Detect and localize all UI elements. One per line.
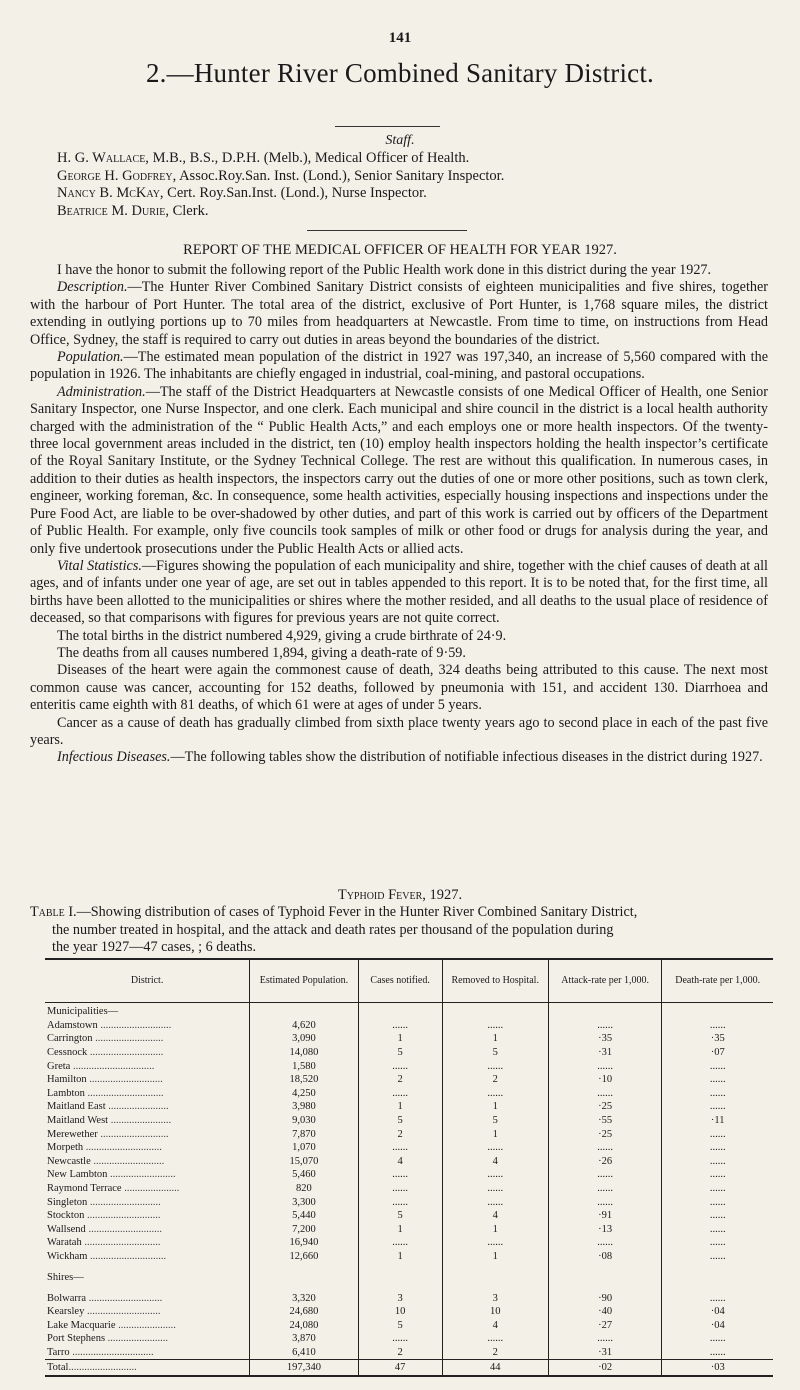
report-paragraph	[30, 349, 768, 384]
cell-death-rate: ·11	[662, 1114, 773, 1128]
empty-cell	[662, 1263, 773, 1291]
page-title: 2.—Hunter River Combined Sanitary District.	[145, 58, 655, 88]
cell-population: 820	[250, 1182, 358, 1196]
group-label: Municipalities—	[47, 1006, 119, 1018]
cell-attack-rate: ·35	[548, 1032, 662, 1046]
leader-dots: .........................	[107, 1169, 176, 1181]
cell-attack-rate: ·31	[548, 1046, 662, 1060]
cell-population: 1,070	[250, 1141, 358, 1155]
table-row	[45, 1100, 773, 1114]
cell-district	[45, 1141, 250, 1155]
cell-death-rate: ·07	[662, 1046, 773, 1060]
cell-death-rate: ......	[662, 1100, 773, 1114]
table-row	[45, 1305, 773, 1319]
typhoid-table	[45, 958, 773, 1377]
staff-name: H. G. Wallace,	[57, 150, 149, 166]
report-paragraph	[30, 384, 768, 558]
cell-cases: 2	[358, 1346, 442, 1360]
cell-cases: ......	[358, 1195, 442, 1209]
district-name: Greta	[47, 1060, 71, 1072]
district-name: Morpeth	[47, 1142, 84, 1154]
empty-cell	[662, 1003, 773, 1019]
cell-cases: 1	[358, 1250, 442, 1264]
cell-attack-rate: ......	[548, 1195, 662, 1209]
paragraph-lead: Administration.	[57, 383, 146, 400]
table-row	[45, 1332, 773, 1346]
cell-population: 14,080	[250, 1046, 358, 1060]
cell-population: 3,980	[250, 1100, 358, 1114]
cell-district	[45, 1250, 250, 1264]
cell-hospital: 4	[442, 1209, 548, 1223]
cell-death-rate: ·35	[662, 1032, 773, 1046]
cell-attack-rate: ......	[548, 1087, 662, 1101]
cell-hospital: 1	[442, 1100, 548, 1114]
paragraph-text: I have the honor to submit the following report of the Public Health work done in this district during the year 1927.	[57, 262, 712, 278]
table-row	[45, 1059, 773, 1073]
cell-death-rate: ......	[662, 1087, 773, 1101]
cell-district	[45, 1046, 250, 1060]
cell-hospital: ......	[442, 1059, 548, 1073]
cell-hospital: ......	[442, 1141, 548, 1155]
paragraph-lead: Vital Statistics.	[57, 557, 142, 574]
district-name: Hamilton	[47, 1074, 87, 1086]
district-name: Wickham	[47, 1250, 88, 1262]
cell-cases: ......	[358, 1087, 442, 1101]
cell-population: 18,520	[250, 1073, 358, 1087]
page-number: 141	[388, 30, 412, 46]
cell-population: 16,940	[250, 1236, 358, 1250]
report-paragraph	[30, 628, 768, 645]
table-body	[45, 1003, 773, 1377]
district-name: Waratah	[47, 1237, 82, 1249]
leader-dots: ...........................	[97, 1019, 172, 1031]
district-name: Maitland East	[47, 1101, 106, 1113]
cell-death-rate: ......	[662, 1141, 773, 1155]
cell-attack-rate: ·27	[548, 1318, 662, 1332]
cell-district	[45, 1087, 250, 1101]
leader-dots: .......................	[105, 1101, 169, 1113]
district-name: Merewether	[47, 1128, 98, 1140]
cell-death-rate: ......	[662, 1291, 773, 1305]
table-header-row	[45, 959, 773, 1003]
table-row	[45, 1141, 773, 1155]
cell-attack-rate: ......	[548, 1059, 662, 1073]
table-row	[45, 1087, 773, 1101]
district-name: Bolwarra	[47, 1292, 87, 1304]
cell-district	[45, 1195, 250, 1209]
paragraph-text: Cancer as a cause of death has gradually climbed from sixth place twenty years ago to second place in each of the past five years.	[30, 714, 768, 748]
table-row	[45, 1209, 773, 1223]
cell-hospital: ......	[442, 1019, 548, 1033]
leader-dots: ............................	[86, 1074, 163, 1086]
table-row	[45, 1318, 773, 1332]
cell-population: 9,030	[250, 1114, 358, 1128]
cell-cases: ......	[358, 1182, 442, 1196]
cell-district	[45, 1100, 250, 1114]
cell-hospital: 5	[442, 1046, 548, 1060]
cell-population: 3,090	[250, 1032, 358, 1046]
report-paragraph	[30, 279, 768, 349]
cell-district	[45, 1127, 250, 1141]
cell-death-rate: ......	[662, 1182, 773, 1196]
table-row	[45, 1182, 773, 1196]
cell-hospital: ......	[442, 1195, 548, 1209]
cell-death-rate: ......	[662, 1155, 773, 1169]
cell-population: 24,080	[250, 1318, 358, 1332]
cell-hospital: ......	[442, 1332, 548, 1346]
cell-hospital: 1	[442, 1250, 548, 1264]
divider	[335, 126, 440, 127]
district-name: Singleton	[47, 1196, 88, 1208]
cell-population: 1,580	[250, 1059, 358, 1073]
cell-attack-rate: ......	[548, 1019, 662, 1033]
cell-death-rate: ......	[662, 1127, 773, 1141]
cell-death-rate: ......	[662, 1236, 773, 1250]
report-paragraph	[30, 749, 768, 766]
table-label: Table I.	[30, 904, 77, 920]
leader-dots: .............................	[87, 1250, 167, 1262]
cell-population: 5,460	[250, 1168, 358, 1182]
table-row	[45, 1073, 773, 1087]
leader-dots: ............................	[84, 1210, 161, 1222]
report-heading: REPORT OF THE MEDICAL OFFICER OF HEALTH FOR YEAR 1927.	[183, 242, 617, 258]
table-caption-line: the number treated in hospital, and the attack and death rates per thousand of the population during	[52, 921, 614, 938]
leader-dots: ..........................	[68, 1362, 137, 1374]
cell-population: 3,320	[250, 1291, 358, 1305]
cell-population: 4,620	[250, 1019, 358, 1033]
empty-cell	[442, 1003, 548, 1019]
leader-dots: .......................	[105, 1333, 169, 1345]
cell-cases: 47	[358, 1360, 442, 1377]
paragraph-text: —Figures showing the population of each municipality and shire, together with the chief causes of death at all ages, and of infants under one year of age, are set out in tables appended to this report. It is to be noted that, for the first time, all births have been allotted to the municipalities or shires where the mother resided, and all deaths to the usual place of residence of deceased, so that comparisons with figures for previous years are not quite correct.	[30, 557, 768, 627]
leader-dots: ..........................	[97, 1128, 169, 1140]
report-paragraph	[30, 645, 768, 662]
table-row	[45, 1168, 773, 1182]
district-name: Wallsend	[47, 1223, 86, 1235]
empty-cell	[442, 1263, 548, 1291]
district-name: Total	[47, 1362, 69, 1374]
cell-cases: 5	[358, 1046, 442, 1060]
staff-heading: Staff.	[385, 133, 415, 148]
cell-population: 24,680	[250, 1305, 358, 1319]
district-name: Newcastle	[47, 1155, 91, 1167]
group-label: Shires—	[47, 1271, 84, 1283]
cell-population: 197,340	[250, 1360, 358, 1377]
cell-district	[45, 1223, 250, 1237]
cell-death-rate: ......	[662, 1073, 773, 1087]
leader-dots: ............................	[86, 1292, 163, 1304]
district-name: Stockton	[47, 1210, 85, 1222]
staff-member	[57, 185, 777, 203]
leader-dots: .....................	[121, 1183, 180, 1195]
cell-hospital: 10	[442, 1305, 548, 1319]
cell-death-rate: ......	[662, 1223, 773, 1237]
cell-attack-rate: ......	[548, 1168, 662, 1182]
table-row	[45, 1195, 773, 1209]
cell-district	[45, 1019, 250, 1033]
staff-detail: M.B., B.S., D.P.H. (Melb.), Medical Officer of Health.	[148, 150, 470, 166]
table-caption	[30, 904, 775, 957]
cell-cases: 2	[358, 1127, 442, 1141]
cell-hospital: 1	[442, 1127, 548, 1141]
cell-cases: ......	[358, 1168, 442, 1182]
table-caption-line: —Showing distribution of cases of Typhoid Fever in the Hunter River Combined Sanitary District,	[76, 904, 638, 920]
report-paragraph	[30, 558, 768, 628]
leader-dots: .............................	[84, 1087, 164, 1099]
staff-member	[57, 203, 777, 221]
cell-death-rate: ......	[662, 1195, 773, 1209]
district-name: Carrington	[47, 1033, 93, 1045]
empty-cell	[250, 1003, 358, 1019]
leader-dots: ............................	[87, 1047, 164, 1059]
cell-hospital: ......	[442, 1182, 548, 1196]
paragraph-text: —The Hunter River Combined Sanitary District consists of eighteen municipalities and five shires, together with the harbour of Port Hunter. The total area of the district, exclusive of Port Hunter, is 1,768 square miles, the district extending in outlying portions up to 70 miles from headquarters at Newcastle. From time to time, on instructions from Head Office, Sydney, the staff is required to carry out duties in areas beyond the boundaries of the district.	[30, 279, 768, 348]
cell-district	[45, 1318, 250, 1332]
paragraph-text: The deaths from all causes numbered 1,894, giving a death-rate of 9·59.	[57, 644, 466, 661]
district-name: Lambton	[47, 1087, 85, 1099]
col-header-attack-rate: Attack-rate per 1,000.	[548, 959, 662, 1003]
cell-hospital: 2	[442, 1073, 548, 1087]
cell-attack-rate: ·91	[548, 1209, 662, 1223]
cell-death-rate: ......	[662, 1059, 773, 1073]
paragraph-lead: Infectious Diseases.	[57, 749, 171, 766]
empty-cell	[548, 1263, 662, 1291]
cell-cases: 4	[358, 1155, 442, 1169]
cell-district	[45, 1182, 250, 1196]
cell-cases: ......	[358, 1332, 442, 1346]
cell-population: 15,070	[250, 1155, 358, 1169]
cell-population: 6,410	[250, 1346, 358, 1360]
leader-dots: ...........................	[90, 1155, 165, 1167]
cell-cases: 1	[358, 1100, 442, 1114]
paragraph-text: The total births in the district numbered 4,929, giving a crude birthrate of 24·9.	[57, 627, 507, 644]
staff-name: Nancy B. McKay,	[57, 185, 164, 201]
group-row	[45, 1263, 773, 1291]
cell-attack-rate: ·25	[548, 1127, 662, 1141]
paragraph-lead: Description.	[57, 279, 128, 296]
cell-population: 5,440	[250, 1209, 358, 1223]
col-header-hospital: Removed to Hospital.	[442, 959, 548, 1003]
cell-cases: ......	[358, 1141, 442, 1155]
cell-cases: ......	[358, 1236, 442, 1250]
cell-district	[45, 1291, 250, 1305]
col-header-death-rate: Death-rate per 1,000.	[662, 959, 773, 1003]
cell-district	[45, 1236, 250, 1250]
staff-list	[57, 150, 777, 220]
cell-cases: 5	[358, 1209, 442, 1223]
cell-hospital: 1	[442, 1032, 548, 1046]
cell-hospital: 1	[442, 1223, 548, 1237]
cell-death-rate: ......	[662, 1346, 773, 1360]
district-name: Maitland West	[47, 1115, 109, 1127]
district-name: Tarro	[47, 1346, 70, 1358]
leader-dots: .......................	[108, 1115, 172, 1127]
staff-detail: Clerk.	[168, 202, 209, 219]
cell-population: 12,660	[250, 1250, 358, 1264]
report-paragraph	[30, 662, 768, 714]
paragraph-text: —The estimated mean population of the district in 1927 was 197,340, an increase of 5,560 compared with the population in 1926. The inhabitants are chiefly engaged in industrial, coal-mining, and pastoral occupations.	[30, 349, 768, 383]
cell-cases: ......	[358, 1059, 442, 1073]
cell-population: 3,300	[250, 1195, 358, 1209]
paragraph-lead: Population.	[57, 349, 124, 366]
cell-district	[45, 1114, 250, 1128]
table-caption-line: the year 1927—47 cases, ; 6 deaths.	[52, 939, 257, 955]
table-row	[45, 1250, 773, 1264]
cell-district	[45, 1073, 250, 1087]
cell-population: 7,870	[250, 1127, 358, 1141]
cell-district	[45, 1155, 250, 1169]
cell-cases: 2	[358, 1073, 442, 1087]
cell-district	[45, 1346, 250, 1360]
leader-dots: ...............................	[69, 1346, 154, 1358]
table-row	[45, 1236, 773, 1250]
cell-attack-rate: ·26	[548, 1155, 662, 1169]
table-row	[45, 1127, 773, 1141]
district-name: New Lambton	[47, 1169, 108, 1181]
cell-population: 3,870	[250, 1332, 358, 1346]
cell-district	[45, 1305, 250, 1319]
cell-cases: 5	[358, 1318, 442, 1332]
paragraph-text: —The staff of the District Headquarters at Newcastle consists of one Medical Officer of Health, one Senior Sanitary Inspector, one Nurse Inspector, and one clerk. Each municipal and shire council in the district is a local health authority charged with the administration of the “ Public Health Acts,” and each employs one or more health inspectors. Of the twenty-three local government areas included in the district, ten (10) employ health inspectors holding the health inspector’s certificate of the Royal Sanitary Institute, or the Sydney Technical College. The rest are without this qualification. In numerous cases, in addition to their duties as health inspectors, the inspectors carry out the duties of one or more other positions, such as town clerk, engineer, working foreman, &c. In consequence, some health activities, especially housing inspections and inspections under the Pure Food Act, are liable to be over-shadowed by other duties, and part of this work is carried out by officers of the Department of Public Health. For example, only five councils took samples of milk or other food or drugs for analysis during the year, and only five undertook prosecutions under the Public Health Acts or allied acts.	[30, 383, 768, 557]
cell-attack-rate: ......	[548, 1236, 662, 1250]
district-name: Lake Macquarie	[47, 1319, 116, 1331]
table-row	[45, 1032, 773, 1046]
district-name: Port Stephens	[47, 1333, 106, 1345]
cell-district	[45, 1360, 250, 1377]
district-name: Kearsley	[47, 1306, 85, 1318]
leader-dots: .............................	[83, 1142, 162, 1154]
cell-hospital: 3	[442, 1291, 548, 1305]
district-name: Adamstown	[47, 1019, 98, 1031]
cell-attack-rate: ·10	[548, 1073, 662, 1087]
cell-attack-rate: ·55	[548, 1114, 662, 1128]
cell-attack-rate: ·31	[548, 1346, 662, 1360]
table-row	[45, 1346, 773, 1360]
cell-hospital: ......	[442, 1087, 548, 1101]
empty-cell	[250, 1263, 358, 1291]
cell-cases: ......	[358, 1019, 442, 1033]
leader-dots: ...............................	[70, 1060, 155, 1072]
staff-name: Beatrice M. Durie,	[57, 202, 169, 219]
table-row	[45, 1291, 773, 1305]
table-row	[45, 1223, 773, 1237]
cell-attack-rate: ·13	[548, 1223, 662, 1237]
total-row	[45, 1360, 773, 1377]
cell-attack-rate: ·90	[548, 1291, 662, 1305]
leader-dots: ..........................	[92, 1033, 164, 1045]
cell-district	[45, 1209, 250, 1223]
group-row	[45, 1003, 773, 1019]
leader-dots: ......................	[115, 1319, 176, 1331]
district-name: Cessnock	[47, 1047, 88, 1059]
cell-hospital: ......	[442, 1168, 548, 1182]
cell-death-rate: ......	[662, 1332, 773, 1346]
staff-detail: Assoc.Roy.San. Inst. (Lond.), Senior Sanitary Inspector.	[176, 167, 505, 184]
typhoid-heading: Typhoid Fever, 1927.	[337, 887, 463, 903]
table-row	[45, 1019, 773, 1033]
cell-district	[45, 1059, 250, 1073]
cell-attack-rate: ......	[548, 1182, 662, 1196]
leader-dots: .............................	[81, 1237, 161, 1249]
cell-hospital: 44	[442, 1360, 548, 1377]
col-header-cases: Cases notified.	[358, 959, 442, 1003]
cell-population: 4,250	[250, 1087, 358, 1101]
leader-dots: ............................	[84, 1306, 161, 1318]
district-name: Raymond Terrace	[47, 1183, 122, 1195]
cell-cases: 10	[358, 1305, 442, 1319]
cell-attack-rate: ·40	[548, 1305, 662, 1319]
table-row	[45, 1114, 773, 1128]
empty-cell	[358, 1003, 442, 1019]
col-header-population: Estimated Population.	[250, 959, 358, 1003]
cell-death-rate: ......	[662, 1168, 773, 1182]
staff-name: George H. Godfrey,	[57, 167, 177, 184]
table-row	[45, 1155, 773, 1169]
table-row	[45, 1046, 773, 1060]
col-header-district: District.	[45, 959, 250, 1003]
cell-attack-rate: ......	[548, 1141, 662, 1155]
cell-district	[45, 1032, 250, 1046]
cell-death-rate: ......	[662, 1019, 773, 1033]
staff-member	[57, 150, 777, 168]
cell-cases: 3	[358, 1291, 442, 1305]
report-body	[30, 262, 768, 767]
staff-detail: Cert. Roy.San.Inst. (Lond.), Nurse Inspector.	[163, 185, 427, 201]
cell-hospital: 4	[442, 1155, 548, 1169]
cell-hospital: 5	[442, 1114, 548, 1128]
staff-member	[57, 168, 777, 186]
cell-attack-rate: ......	[548, 1332, 662, 1346]
cell-hospital: 2	[442, 1346, 548, 1360]
paragraph-text: Diseases of the heart were again the commonest cause of death, 324 deaths being attributed to this cause. The next most common cause was cancer, accounting for 152 deaths, followed by pneumonia with 151, and accident 130. Diarrhoea and enteritis came eighth with 81 deaths, of which 61 were at ages of under 5 years.	[30, 662, 768, 714]
cell-cases: 1	[358, 1223, 442, 1237]
cell-death-rate: ·04	[662, 1318, 773, 1332]
paragraph-text: —The following tables show the distribution of notifiable infectious diseases in the district during 1927.	[170, 749, 763, 766]
cell-death-rate: ......	[662, 1209, 773, 1223]
cell-cases: 1	[358, 1032, 442, 1046]
leader-dots: ............................	[85, 1223, 162, 1235]
cell-district	[45, 1168, 250, 1182]
divider	[307, 230, 467, 231]
report-paragraph	[30, 262, 768, 279]
cell-district	[45, 1332, 250, 1346]
empty-cell	[358, 1263, 442, 1291]
cell-death-rate: ·04	[662, 1305, 773, 1319]
report-paragraph	[30, 715, 768, 750]
empty-cell	[548, 1003, 662, 1019]
cell-hospital: 4	[442, 1318, 548, 1332]
cell-cases: 5	[358, 1114, 442, 1128]
cell-population: 7,200	[250, 1223, 358, 1237]
cell-hospital: ......	[442, 1236, 548, 1250]
cell-death-rate: ......	[662, 1250, 773, 1264]
cell-attack-rate: ·08	[548, 1250, 662, 1264]
cell-attack-rate: ·25	[548, 1100, 662, 1114]
cell-attack-rate: ·02	[548, 1360, 662, 1377]
leader-dots: ...........................	[87, 1196, 161, 1208]
cell-death-rate: ·03	[662, 1360, 773, 1377]
